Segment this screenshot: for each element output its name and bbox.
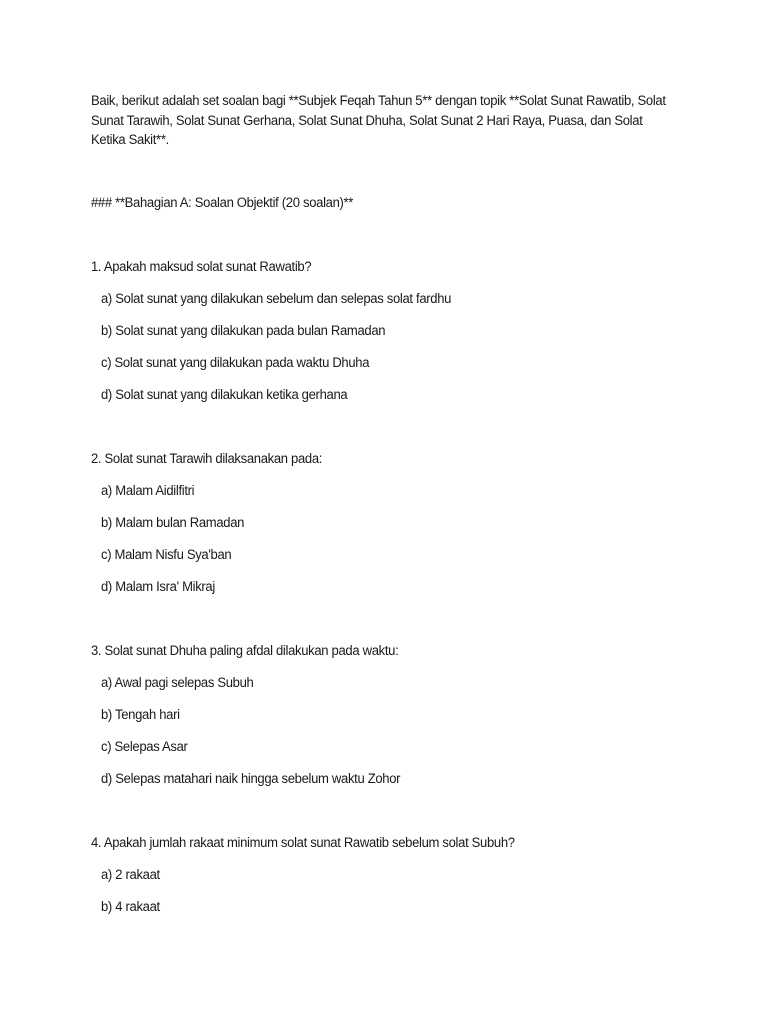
question-3-option-d: d) Selepas matahari naik hingga sebelum waktu Zohor <box>101 771 401 787</box>
question-3-option-a: a) Awal pagi selepas Subuh <box>101 675 254 691</box>
intro-line-3: Ketika Sakit**. <box>91 132 169 148</box>
question-3-option-b: b) Tengah hari <box>101 707 180 723</box>
question-1-option-b: b) Solat sunat yang dilakukan pada bulan Ramadan <box>101 323 386 339</box>
question-2-option-d: d) Malam Isra' Mikraj <box>101 579 215 595</box>
intro-line-1: Baik, berikut adalah set soalan bagi **Subjek Feqah Tahun 5** dengan topik **Solat Sunat Rawatib, Solat <box>91 93 666 109</box>
question-1-option-d: d) Solat sunat yang dilakukan ketika gerhana <box>101 387 348 403</box>
question-1-option-a: a) Solat sunat yang dilakukan sebelum dan selepas solat fardhu <box>101 291 452 307</box>
question-4-option-a: a) 2 rakaat <box>101 867 160 883</box>
question-2-option-b: b) Malam bulan Ramadan <box>101 515 245 531</box>
question-4-option-b: b) 4 rakaat <box>101 899 160 915</box>
question-2: 2. Solat sunat Tarawih dilaksanakan pada: <box>91 451 323 467</box>
intro-paragraph <box>91 92 680 151</box>
question-4: 4. Apakah jumlah rakaat minimum solat sunat Rawatib sebelum solat Subuh? <box>91 835 515 851</box>
intro-line-2: Sunat Tarawih, Solat Sunat Gerhana, Solat Sunat Dhuha, Solat Sunat 2 Hari Raya, Puasa, dan Solat <box>91 112 643 129</box>
question-1: 1. Apakah maksud solat sunat Rawatib? <box>91 259 312 275</box>
question-2-option-c: c) Malam Nisfu Sya'ban <box>101 547 232 563</box>
section-heading: ### **Bahagian A: Soalan Objektif (20 soalan)** <box>91 195 354 211</box>
question-1-option-c: c) Solat sunat yang dilakukan pada waktu Dhuha <box>101 355 370 371</box>
question-2-option-a: a) Malam Aidilfitri <box>101 483 195 499</box>
question-3-option-c: c) Selepas Asar <box>101 739 188 755</box>
question-3: 3. Solat sunat Dhuha paling afdal dilakukan pada waktu: <box>91 643 399 659</box>
